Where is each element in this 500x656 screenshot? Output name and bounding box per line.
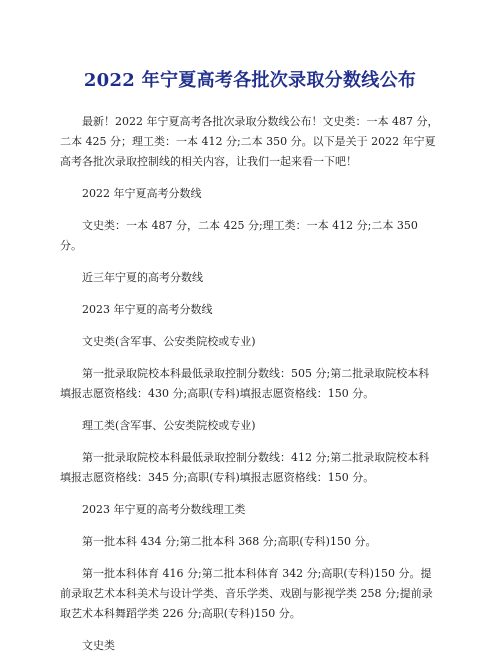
paragraph-2022-scores: 文史类：一本 487 分，二本 425 分;理工类：一本 412 分;二本 350 分。	[60, 219, 418, 252]
paragraph-ligong-label: 理工类(含军事、公安类院校或专业)	[82, 419, 256, 432]
paragraph-2023-heading: 2023 年宁夏的高考分数线	[82, 303, 213, 316]
paragraph-2023-ligong-heading: 2023 年宁夏的高考分数线理工类	[82, 503, 246, 516]
paragraph-three-years-heading: 近三年宁夏的高考分数线	[82, 271, 203, 284]
paragraph-wenshi-label: 文史类(含军事、公安类院校或专业)	[82, 335, 256, 348]
paragraph-intro: 最新！2022 年宁夏高考各批次录取分数线公布！文史类：一本 487 分，二本 425 分；理工类：一本 412 分;二本 350 分。以下是关于 2022 年宁夏高考各批次录取控制线的相关内容，让我们一起来看一下吧！	[60, 115, 439, 168]
document-title: 2022 年宁夏高考各批次录取分数线公布	[83, 70, 417, 91]
paragraph-2023-ligong-scores: 第一批本科 434 分;第二批本科 368 分;高职(专科)150 分。	[82, 535, 377, 548]
paragraph-wenshi-scores: 第一批录取院校本科最低录取控制分数线：505 分;第二批录取院校本科填报志愿资格线：430 分;高职(专科)填报志愿资格线：150 分。	[60, 367, 430, 400]
paragraph-2022-heading: 2022 年宁夏高考分数线	[82, 187, 202, 200]
paragraph-sports-art-scores: 第一批本科体育 416 分;第二批本科体育 342 分;高职(专科)150 分。提前录取艺术本科美术与设计学类、音乐学类、戏剧与影视学类 258 分;提前录取艺术本科舞蹈学类 226 分;高职(专科)150 分。	[60, 567, 433, 620]
paragraph-wenshi-heading: 文史类	[82, 639, 115, 652]
paragraph-ligong-scores: 第一批录取院校本科最低录取控制分数线：412 分;第二批录取院校本科填报志愿资格线：345 分;高职(专科)填报志愿资格线：150 分。	[60, 451, 430, 484]
